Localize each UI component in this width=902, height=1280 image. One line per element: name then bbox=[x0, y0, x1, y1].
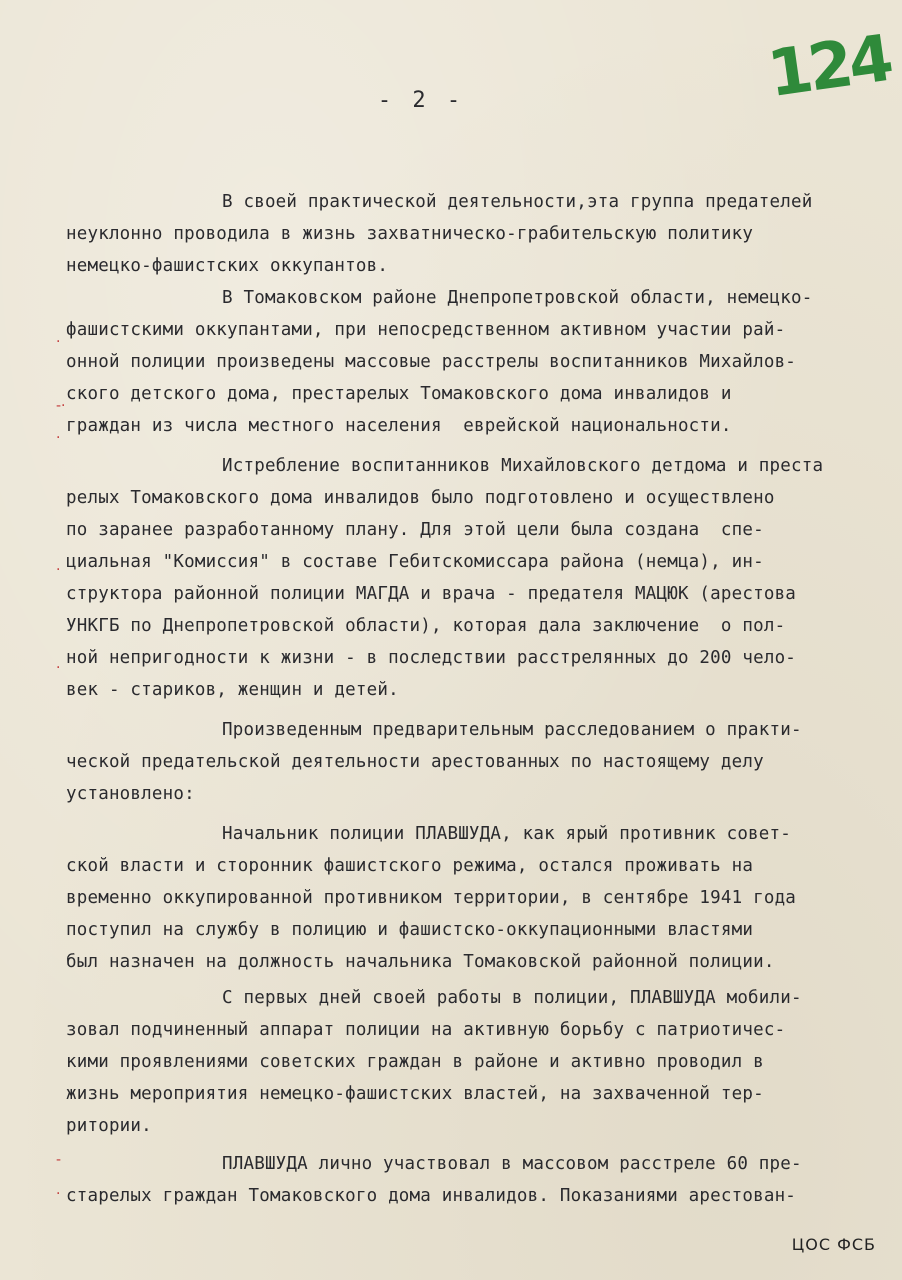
text-line: В Томаковском районе Днепропетровской области, немецко- bbox=[222, 288, 813, 308]
margin-mark: · bbox=[56, 1186, 61, 1202]
text-line: ритории. bbox=[66, 1116, 152, 1136]
text-line: установлено: bbox=[66, 784, 195, 804]
text-line: Начальник полиции ПЛАВШУДА, как ярый противник совет- bbox=[222, 824, 792, 844]
page-number: - 2 - bbox=[377, 88, 465, 113]
margin-mark: · bbox=[56, 660, 61, 676]
text-line: век - стариков, женщин и детей. bbox=[66, 680, 399, 700]
text-line: временно оккупированной противником территории, в сентябре 1941 года bbox=[66, 888, 797, 908]
text-line: онной полиции произведены массовые расстрелы воспитанников Михайлов- bbox=[66, 352, 797, 372]
text-line: циальная "Комиссия" в составе Гебитскомиссара района (немца), ин- bbox=[66, 552, 764, 572]
archive-page-number-stamp: 124 bbox=[763, 21, 895, 113]
text-line: В своей практической деятельности,эта группа предателей bbox=[222, 192, 813, 212]
text-line: кими проявлениями советских граждан в районе и активно проводил в bbox=[66, 1052, 764, 1072]
text-line: УНКГБ по Днепропетровской области), которая дала заключение о пол- bbox=[66, 616, 786, 636]
text-line: по заранее разработанному плану. Для этой цели была создана спе- bbox=[66, 520, 764, 540]
text-line: ПЛАВШУДА лично участвовал в массовом расстреле 60 пре- bbox=[222, 1154, 802, 1174]
text-line: ческой предательской деятельности арестованных по настоящему делу bbox=[66, 752, 764, 772]
margin-mark: · bbox=[56, 430, 61, 446]
margin-mark: · bbox=[56, 334, 61, 350]
text-line: ского детского дома, престарелых Томаковского дома инвалидов и bbox=[66, 384, 732, 404]
source-watermark: ЦОС ФСБ bbox=[791, 1235, 876, 1254]
text-line: был назначен на должность начальника Томаковской районной полиции. bbox=[66, 952, 775, 972]
text-line: немецко-фашистских оккупантов. bbox=[66, 256, 389, 276]
text-line: ной непригодности к жизни - в последствии расстрелянных до 200 чело- bbox=[66, 648, 797, 668]
text-line: структора районной полиции МАГДА и врача - предателя МАЦЮК (арестова bbox=[66, 584, 797, 604]
text-line: старелых граждан Томаковского дома инвалидов. Показаниями арестован- bbox=[66, 1186, 797, 1206]
text-line: зовал подчиненный аппарат полиции на активную борьбу с патриотичес- bbox=[66, 1020, 786, 1040]
margin-mark: -· bbox=[56, 398, 66, 414]
text-line: поступил на службу в полицию и фашистско-оккупационными властями bbox=[66, 920, 754, 940]
text-line: релых Томаковского дома инвалидов было подготовлено и осуществлено bbox=[66, 488, 775, 508]
text-line: ской власти и сторонник фашистского режима, остался проживать на bbox=[66, 856, 754, 876]
margin-mark: · bbox=[56, 562, 61, 578]
text-line: С первых дней своей работы в полиции, ПЛАВШУДА мобили- bbox=[222, 988, 802, 1008]
margin-mark: - bbox=[56, 1152, 62, 1168]
text-line: Произведенным предварительным расследованием о практи- bbox=[222, 720, 802, 740]
text-line: жизнь мероприятия немецко-фашистских властей, на захваченной тер- bbox=[66, 1084, 764, 1104]
text-line: граждан из числа местного населения еврейской национальности. bbox=[66, 416, 732, 436]
text-line: Истребление воспитанников Михайловского детдома и преста bbox=[222, 456, 824, 476]
text-line: фашистскими оккупантами, при непосредственном активном участии рай- bbox=[66, 320, 786, 340]
text-line: неуклонно проводила в жизнь захватническо-грабительскую политику bbox=[66, 224, 754, 244]
